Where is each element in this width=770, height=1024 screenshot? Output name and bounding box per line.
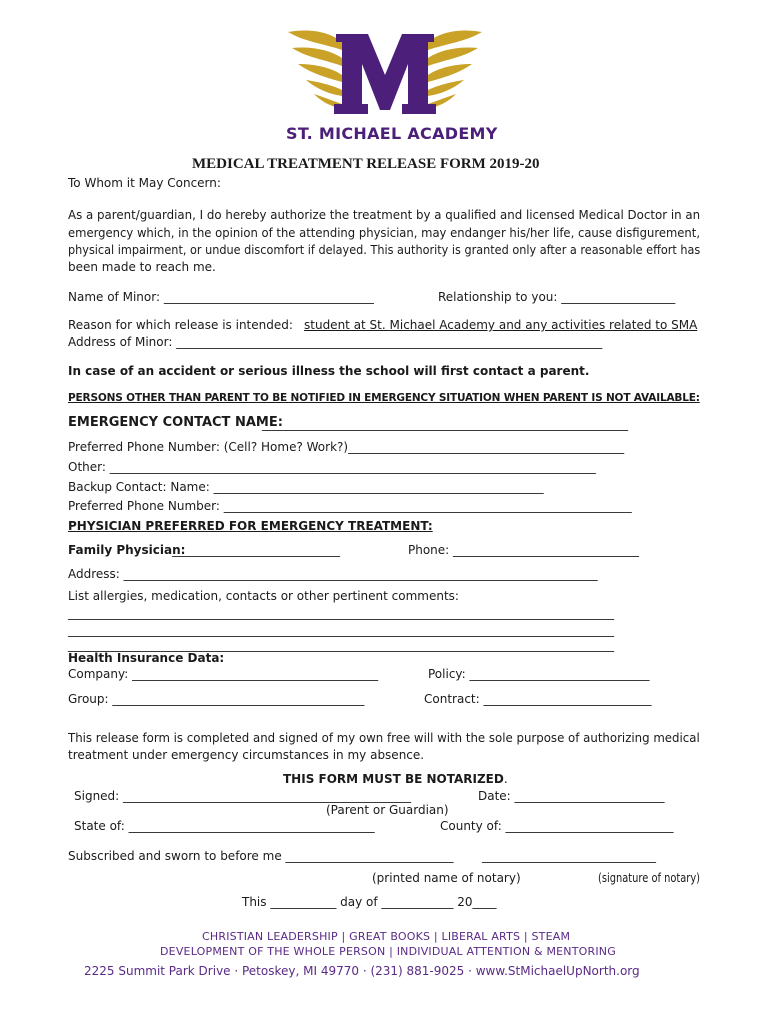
insurance-heading: Health Insurance Data: (68, 651, 225, 665)
intro-line-2: emergency which, in the opinion of the attending physician, may endanger his/her life, cause disfigurement, (68, 226, 701, 240)
footer-line-2: DEVELOPMENT OF THE WHOLE PERSON | INDIVIDUAL ATTENTION & MENTORING (160, 945, 616, 958)
backup-contact-field[interactable]: Backup Contact: Name: _______________________________________________________ (68, 480, 544, 494)
intro-line-3: physical impairment, or undue discomfort if delayed. This authority is granted only after a reasonable effort has (68, 243, 701, 257)
family-physician-field[interactable]: ____________________________ (172, 543, 340, 557)
preferred-phone-field[interactable]: Preferred Phone Number: (Cell? Home? Work?)______________________________________________ (68, 440, 625, 454)
allergies-line-1[interactable]: ___________________________________________________________________________________________ (68, 606, 614, 620)
address-of-minor-field[interactable]: Address of Minor: _______________________________________________________________________ (68, 335, 603, 349)
school-name: ST. MICHAEL ACADEMY (286, 124, 498, 143)
notarized-period: . (503, 772, 508, 786)
relationship-field[interactable]: Relationship to you: ___________________ (438, 290, 676, 304)
preferred-phone-2-field[interactable]: Preferred Phone Number: ____________________________________________________________________ (68, 499, 632, 513)
school-logo (280, 20, 490, 120)
notary-signature-caption: (signature of notary) (598, 871, 701, 885)
group-field[interactable]: Group: __________________________________________ (68, 692, 365, 706)
allergies-line-3[interactable]: ___________________________________________________________________________________________ (68, 638, 614, 652)
printed-name-caption: (printed name of notary) (372, 871, 521, 885)
physician-phone-field[interactable]: Phone: _______________________________ (408, 543, 640, 557)
subscribed-field[interactable]: Subscribed and sworn to before me ____________________________ (68, 849, 454, 863)
signed-field[interactable]: Signed: ________________________________________________ (74, 789, 412, 803)
allergies-label: List allergies, medication, contacts or other pertinent comments: (68, 589, 459, 603)
contract-field[interactable]: Contract: ____________________________ (424, 692, 652, 706)
persons-heading: PERSONS OTHER THAN PARENT TO BE NOTIFIED IN EMERGENCY SITUATION WHEN PARENT IS NOT AVAILABLE: (68, 391, 700, 404)
closing-line-2: treatment under emergency circumstances in my absence. (68, 748, 425, 762)
parent-guardian-caption: (Parent or Guardian) (326, 803, 449, 817)
date-field[interactable]: Date: _________________________ (478, 789, 665, 803)
reason-label: Reason for which release is intended: (68, 318, 293, 332)
other-field[interactable]: Other: _________________________________________________________________________________ (68, 460, 596, 474)
physician-address-field[interactable]: Address: _______________________________________________________________________________ (68, 567, 598, 581)
form-title: MEDICAL TREATMENT RELEASE FORM 2019-20 (192, 156, 540, 172)
this-day-field[interactable]: This ___________ day of ____________ 20____ (242, 895, 497, 909)
intro-line-1: As a parent/guardian, I do hereby authorize the treatment by a qualified and licensed Medical Doctor in an (68, 208, 701, 222)
accident-note: In case of an accident or serious illness the school will first contact a parent. (68, 364, 590, 378)
county-of-field[interactable]: County of: ____________________________ (440, 819, 674, 833)
salutation: To Whom it May Concern: (68, 176, 221, 190)
emergency-contact-label: EMERGENCY CONTACT NAME: (68, 415, 283, 430)
notarized-notice (283, 772, 508, 786)
family-physician-label: Family Physician: (68, 543, 186, 557)
closing-line-1: This release form is completed and signed of my own free will with the sole purpose of authorizing medical (68, 731, 700, 745)
company-field[interactable]: Company: _________________________________________ (68, 667, 379, 681)
name-of-minor-field[interactable]: Name of Minor: ___________________________________ (68, 290, 374, 304)
allergies-line-2[interactable]: ___________________________________________________________________________________________ (68, 623, 614, 637)
wings-icon (280, 20, 490, 120)
reason-value: student at St. Michael Academy and any activities related to SMA (304, 318, 698, 332)
policy-field[interactable]: Policy: ______________________________ (428, 667, 650, 681)
notary-signature-field[interactable]: _____________________________ (482, 849, 656, 863)
notarized-text: THIS FORM MUST BE NOTARIZED (283, 772, 504, 786)
footer-line-1: CHRISTIAN LEADERSHIP | GREAT BOOKS | LIBERAL ARTS | STEAM (202, 930, 571, 943)
footer-address: 2225 Summit Park Drive · Petoskey, MI 49770 · (231) 881-9025 · www.StMichaelUpNorth.org (84, 964, 640, 978)
emergency-contact-field[interactable]: _____________________________________________________________ (262, 417, 628, 431)
physician-heading: PHYSICIAN PREFERRED FOR EMERGENCY TREATMENT: (68, 519, 433, 533)
state-of-field[interactable]: State of: _________________________________________ (74, 819, 375, 833)
intro-line-4: been made to reach me. (68, 260, 216, 274)
